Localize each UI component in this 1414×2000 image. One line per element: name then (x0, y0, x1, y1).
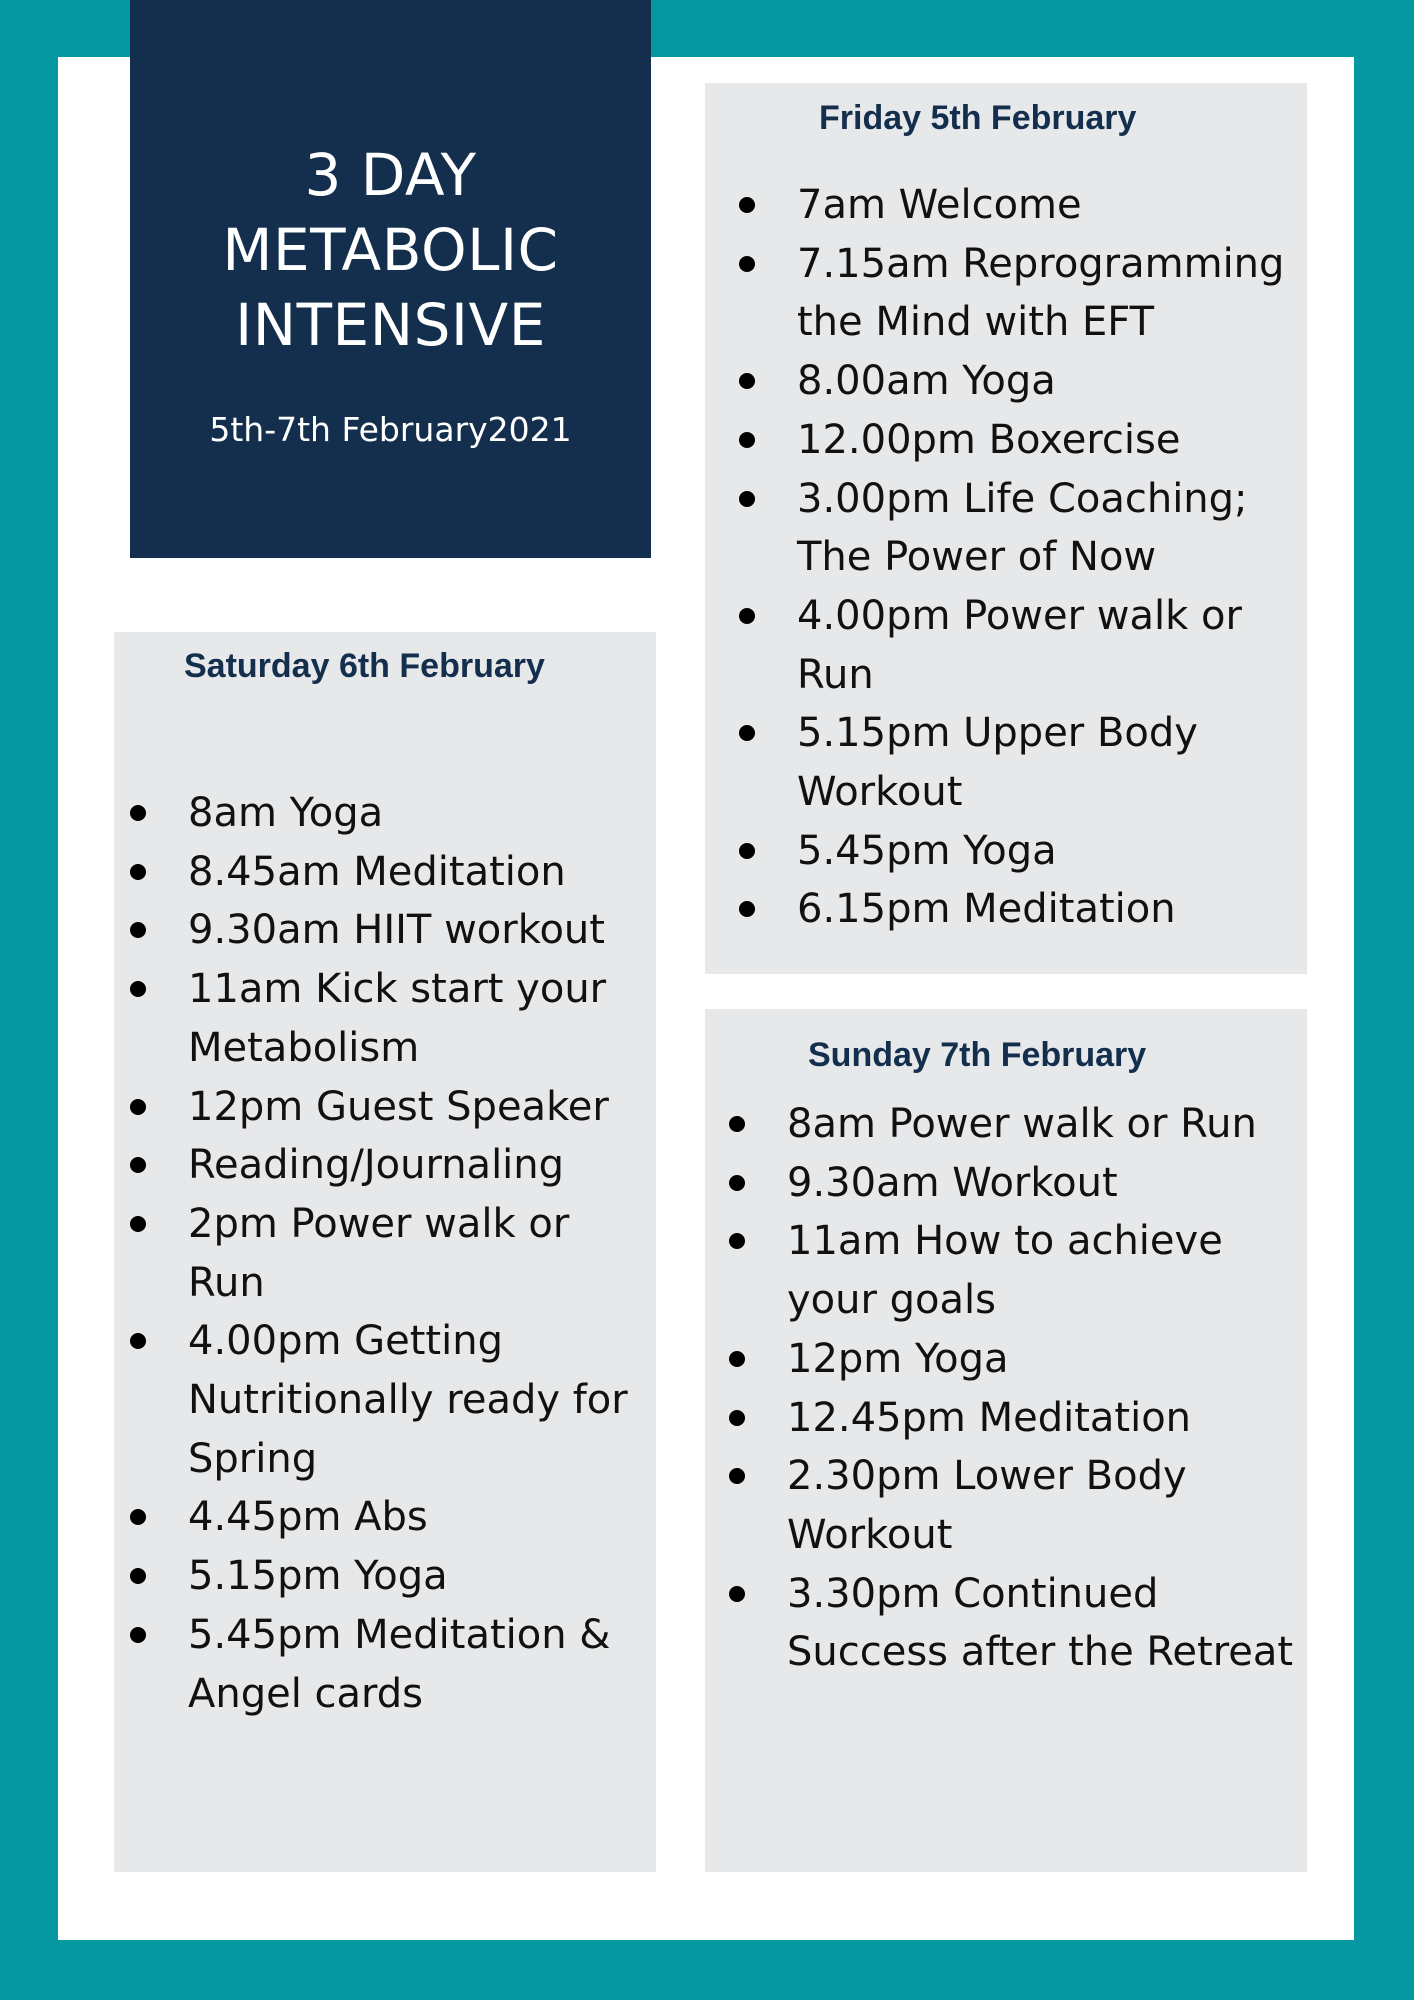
schedule-item: 7.15am Reprogramming the Mind with EFT (797, 235, 1317, 352)
schedule-item: 2pm Power walk or Run (188, 1195, 658, 1312)
title-line: INTENSIVE (235, 291, 546, 359)
schedule-item: 8.45am Meditation (188, 843, 658, 902)
event-dates: 5th-7th February2021 (209, 410, 572, 449)
schedule-item: 4.00pm Getting Nutritionally ready for Spring (188, 1312, 658, 1488)
day-heading: Saturday 6th February (184, 647, 545, 685)
schedule-item: Reading/Journaling (188, 1136, 658, 1195)
schedule-item: 5.45pm Yoga (797, 822, 1317, 881)
friday-panel (705, 83, 1307, 974)
schedule-item: 4.00pm Power walk or Run (797, 587, 1317, 704)
schedule-list (797, 176, 1317, 939)
schedule-item: 7am Welcome (797, 176, 1317, 235)
schedule-item: 12.00pm Boxercise (797, 411, 1317, 470)
schedule-item: 4.45pm Abs (188, 1488, 658, 1547)
schedule-item: 6.15pm Meditation (797, 880, 1317, 939)
schedule-list (787, 1095, 1307, 1682)
title-line: 3 DAY (304, 141, 477, 209)
day-heading: Friday 5th February (819, 99, 1137, 137)
schedule-item: 12.45pm Meditation (787, 1389, 1307, 1448)
schedule-item: 11am How to achieve your goals (787, 1212, 1307, 1329)
schedule-item: 8.00am Yoga (797, 352, 1317, 411)
saturday-panel (114, 632, 656, 1872)
schedule-list (188, 784, 658, 1723)
schedule-item: 11am Kick start your Metabolism (188, 960, 658, 1077)
day-heading: Sunday 7th February (808, 1036, 1147, 1074)
schedule-item: 8am Power walk or Run (787, 1095, 1307, 1154)
schedule-item: 5.15pm Yoga (188, 1547, 658, 1606)
schedule-item: 12pm Guest Speaker (188, 1078, 658, 1137)
sunday-panel (705, 1009, 1307, 1872)
schedule-item: 3.00pm Life Coaching; The Power of Now (797, 470, 1317, 587)
schedule-item: 5.15pm Upper Body Workout (797, 704, 1317, 821)
schedule-item: 5.45pm Meditation & Angel cards (188, 1606, 658, 1723)
schedule-item: 9.30am Workout (787, 1154, 1307, 1213)
title-line: METABOLIC (222, 216, 559, 284)
schedule-item: 2.30pm Lower Body Workout (787, 1447, 1307, 1564)
title-block (130, 0, 651, 558)
schedule-item: 9.30am HIIT workout (188, 901, 658, 960)
schedule-item: 12pm Yoga (787, 1330, 1307, 1389)
schedule-item: 8am Yoga (188, 784, 658, 843)
event-title (130, 138, 651, 363)
schedule-item: 3.30pm Continued Success after the Retreat (787, 1565, 1307, 1682)
